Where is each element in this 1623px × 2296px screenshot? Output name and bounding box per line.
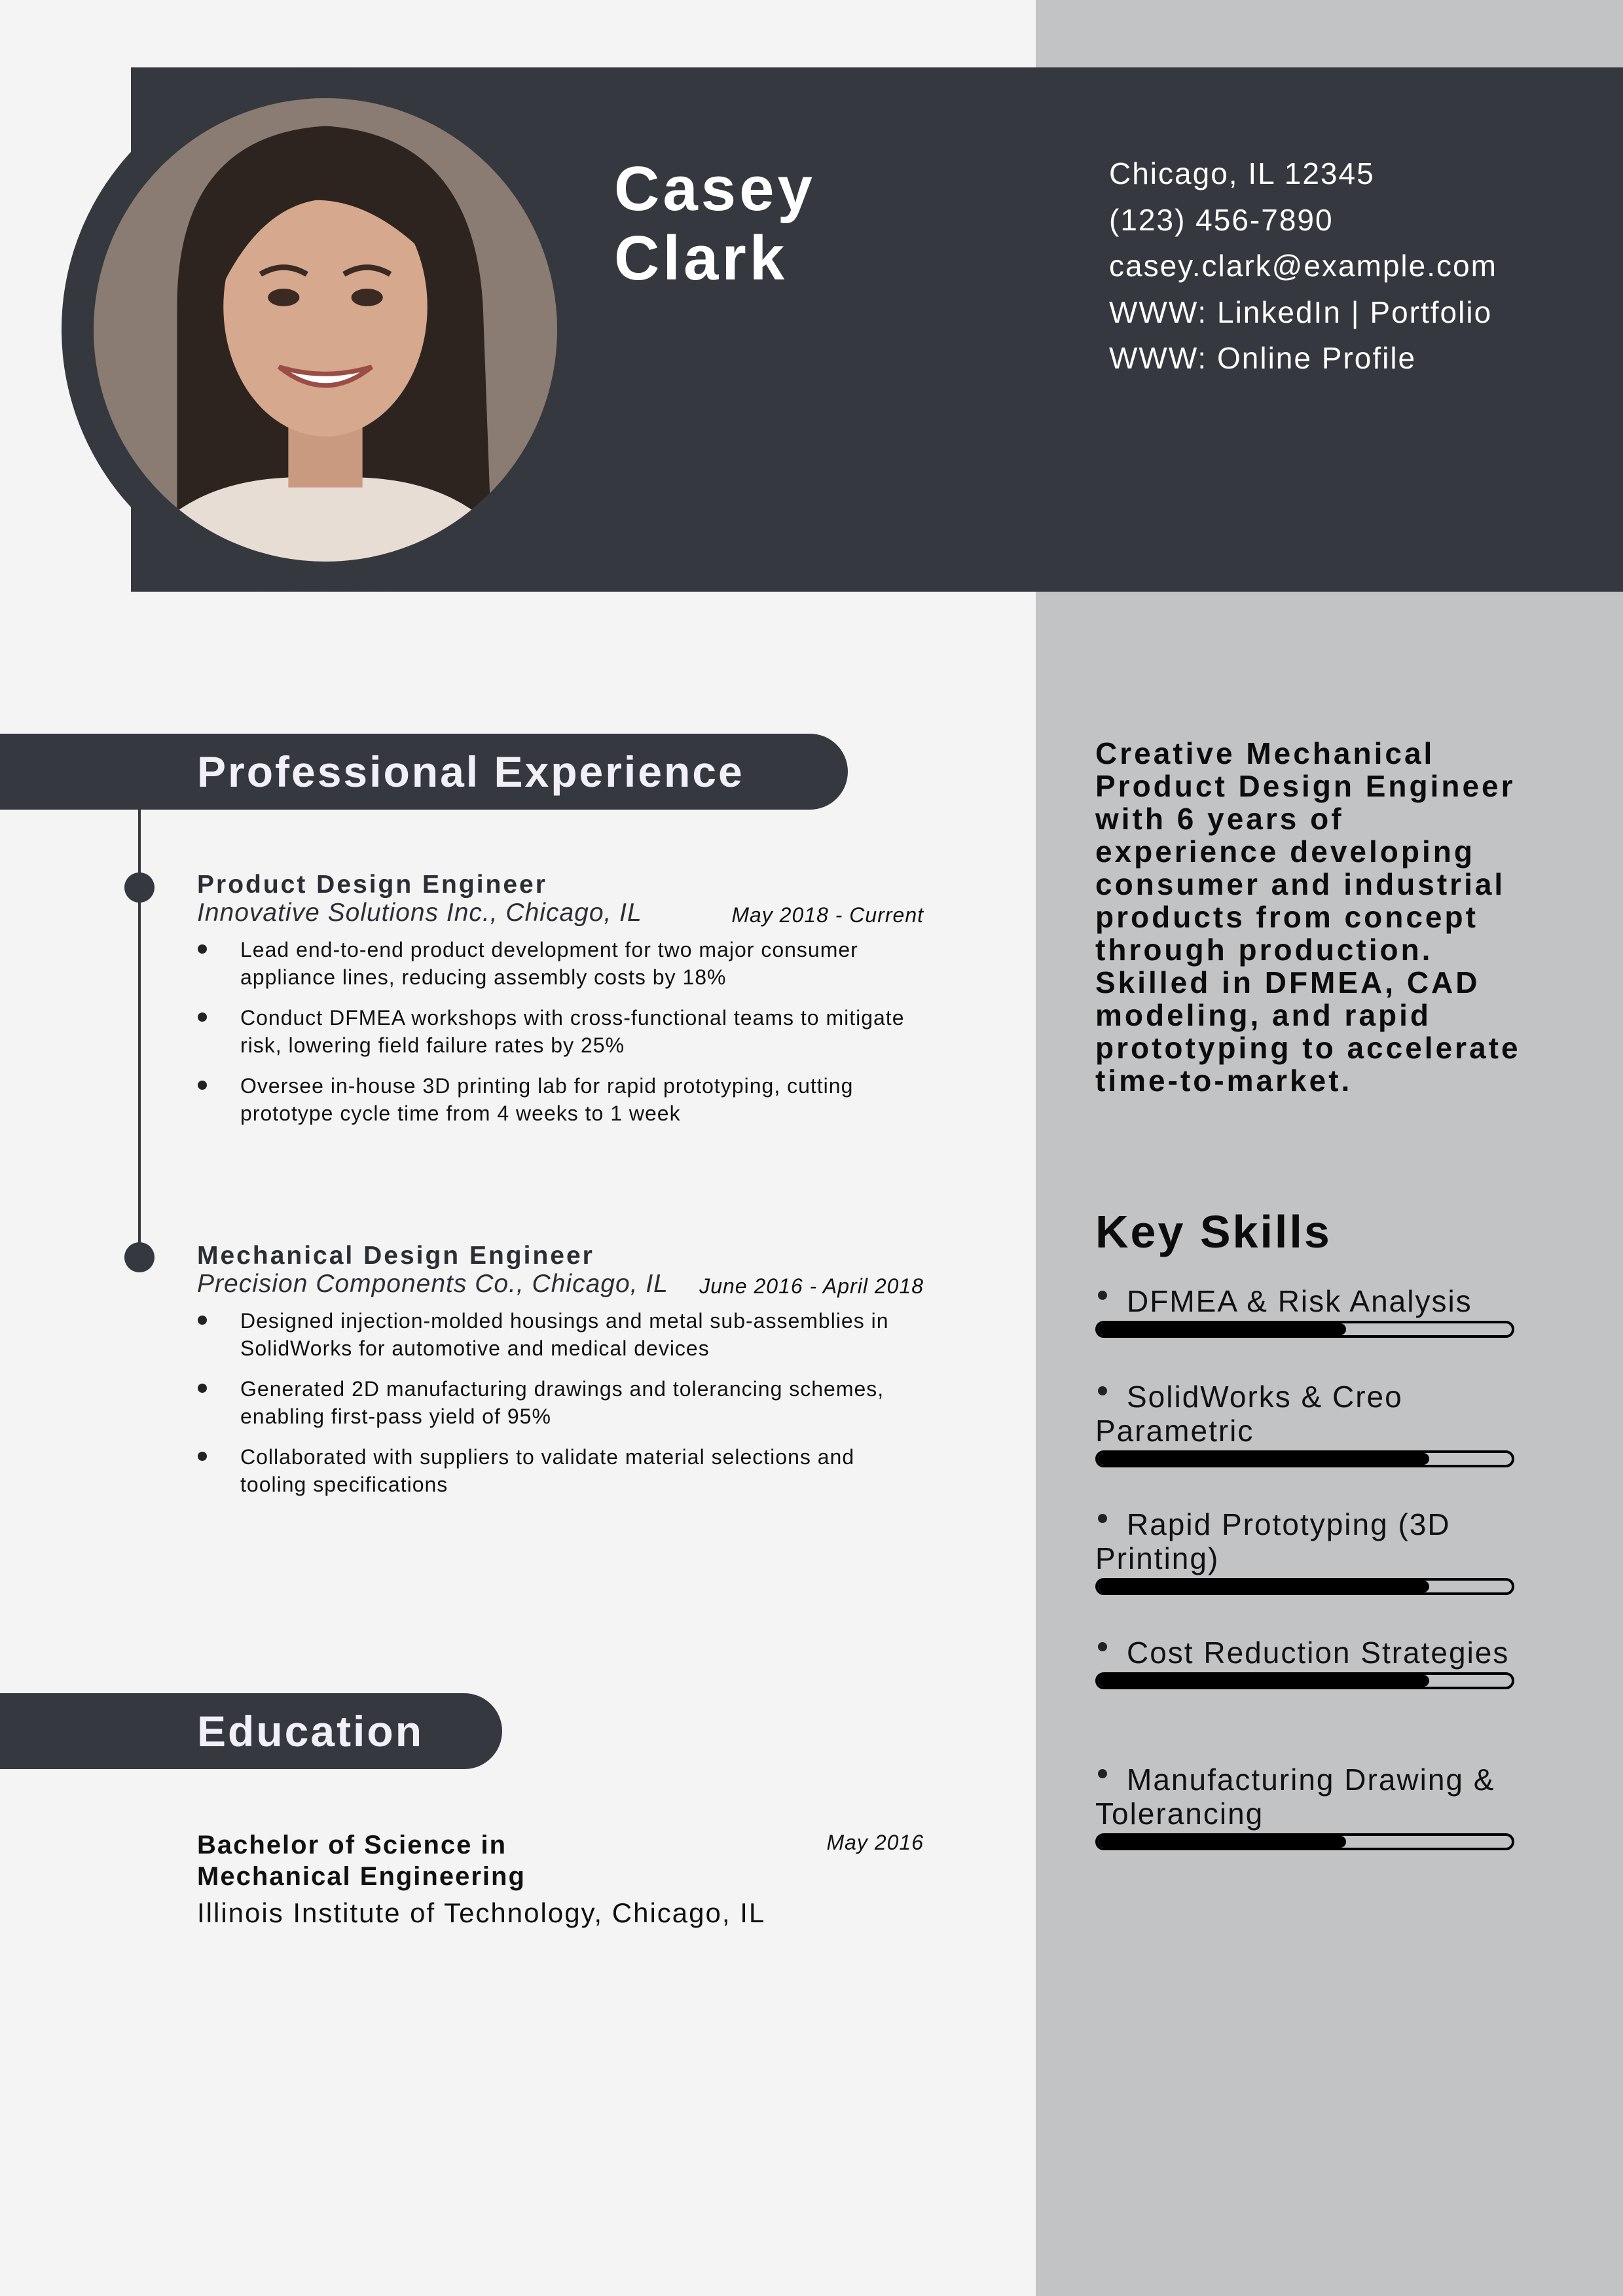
skill-level-fill <box>1098 1323 1346 1335</box>
skill-level-bar <box>1095 1321 1514 1338</box>
contact-phone[interactable]: (123) 456-7890 <box>1109 202 1334 237</box>
skill-item <box>1095 1284 1514 1338</box>
contact-block <box>1109 151 1497 382</box>
job-entry-2 <box>197 1242 924 1511</box>
job-title: Product Design Engineer <box>197 870 547 899</box>
education-date: May 2016 <box>826 1831 924 1854</box>
job-entry-1 <box>197 870 924 1140</box>
contact-address: Chicago, IL 12345 <box>1109 156 1375 190</box>
education-school: Illinois Institute of Technology, Chicago, IL <box>197 1897 766 1928</box>
job-bullets <box>197 936 924 1127</box>
job-dates: June 2016 - April 2018 <box>699 1274 924 1298</box>
skill-level-bar <box>1095 1672 1514 1689</box>
skill-label: DFMEA & Risk Analysis <box>1127 1284 1472 1318</box>
job-bullets <box>197 1307 924 1498</box>
first-name: Casey <box>614 154 816 224</box>
profile-photo <box>94 98 557 562</box>
job-header <box>197 899 924 927</box>
bullet-item: Designed injection-molded housings and metal sub-assemblies in SolidWorks for automotive and medical devices <box>197 1307 924 1362</box>
skill-name <box>1095 1507 1514 1575</box>
contact-online-profile[interactable]: WWW: Online Profile <box>1109 341 1417 375</box>
skill-level-fill <box>1098 1836 1346 1848</box>
skill-level-fill <box>1098 1453 1429 1465</box>
experience-heading: Professional Experience <box>0 734 848 810</box>
job-company: Precision Components Co., Chicago, IL <box>197 1270 668 1298</box>
skill-name <box>1095 1636 1514 1670</box>
skill-label: Cost Reduction Strategies <box>1127 1636 1510 1670</box>
bullet-item: Conduct DFMEA workshops with cross-functional teams to mitigate risk, lowering field failure rates by 25% <box>197 1004 924 1059</box>
skill-name <box>1095 1284 1514 1318</box>
bullet-item: Generated 2D manufacturing drawings and tolerancing schemes, enabling first-pass yield of 95% <box>197 1375 924 1430</box>
skill-level-bar <box>1095 1450 1514 1467</box>
bullet-item: Collaborated with suppliers to validate material selections and tooling specifications <box>197 1443 924 1498</box>
contact-links[interactable]: WWW: LinkedIn | Portfolio <box>1109 295 1493 329</box>
bullet-dot <box>1098 1291 1107 1300</box>
timeline-dot <box>124 1242 155 1272</box>
education-heading: Education <box>0 1693 502 1769</box>
bullet-dot <box>1098 1769 1107 1778</box>
bullet-dot <box>1098 1386 1107 1395</box>
candidate-name <box>614 154 816 293</box>
job-header <box>197 1270 924 1298</box>
contact-email[interactable]: casey.clark@example.com <box>1109 249 1497 283</box>
bullet-item: Lead end-to-end product development for two major consumer appliance lines, reducing assembly costs by 18% <box>197 936 924 991</box>
bullet-dot <box>1098 1642 1107 1651</box>
professional-summary: Creative Mechanical Product Design Engineer with 6 years of experience developing consumer and industrial products from concept through production. Skilled in DFMEA, CAD modeling, and rapid prototyping to accelerate time-to-market. <box>1095 736 1521 1098</box>
skill-item <box>1095 1636 1514 1689</box>
skills-heading: Key Skills <box>1095 1206 1332 1257</box>
skill-item <box>1095 1763 1514 1850</box>
skill-level-fill <box>1098 1675 1429 1687</box>
skill-label: SolidWorks & Creo Parametric <box>1095 1380 1403 1448</box>
skill-level-bar <box>1095 1833 1514 1850</box>
job-title: Mechanical Design Engineer <box>197 1242 594 1270</box>
skill-item <box>1095 1380 1514 1467</box>
job-company: Innovative Solutions Inc., Chicago, IL <box>197 899 642 927</box>
job-dates: May 2018 - Current <box>731 903 924 927</box>
skill-level-fill <box>1098 1581 1429 1592</box>
bullet-dot <box>1098 1514 1107 1523</box>
skill-name <box>1095 1763 1514 1831</box>
skill-item <box>1095 1507 1514 1595</box>
bullet-item: Oversee in-house 3D printing lab for rapid prototyping, cutting prototype cycle time from 4 weeks to 1 week <box>197 1072 924 1127</box>
skill-label: Rapid Prototyping (3D Printing) <box>1095 1507 1451 1575</box>
timeline-dot <box>124 872 155 903</box>
last-name: Clark <box>614 223 788 293</box>
skill-label: Manufacturing Drawing & Tolerancing <box>1095 1763 1495 1831</box>
education-entry <box>197 1829 924 1929</box>
skill-name <box>1095 1380 1514 1448</box>
skill-level-bar <box>1095 1578 1514 1595</box>
education-degree: Bachelor of Science in Mechanical Engineering <box>197 1831 526 1891</box>
profile-photo-illustration <box>94 98 557 562</box>
